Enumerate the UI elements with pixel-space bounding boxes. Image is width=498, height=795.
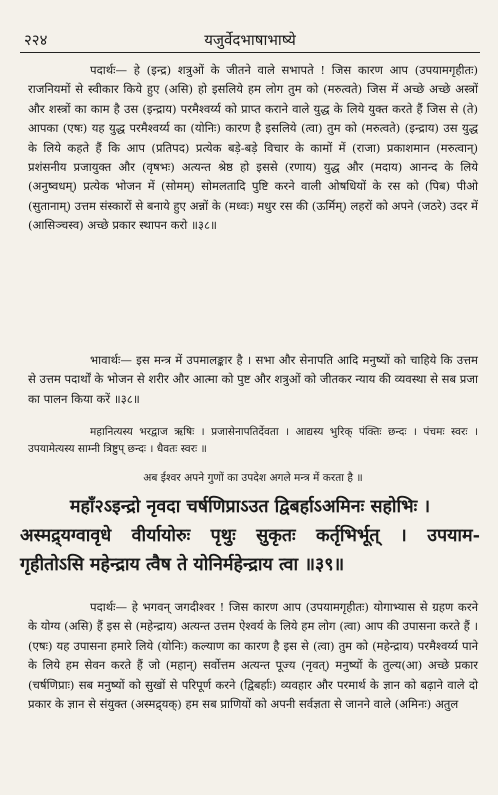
padartha-text-39: पदार्थः— हे भगवन् जगदीश्वर ! जिस कारण आप (उपयामगृहीतः) योगाभ्यास से ग्रहण करने के योग्य (असि) हैं इस से (महेन्द्राय) अत्यन्त उत्तम ऐश्वर्य के लिये हम लोग (त्वा) आप की उपासना करते हैं । (एषः) यह उपासना हमारे लिये (योनिः) कल्याण का कारण है इस से (त्वा) तुम को (महेन्द्राय) परमैश्वर्य्य पाने के लिये हम सेवन करते हैं जो (महान्) सर्वोत्तम अत्यन्त पूज्य (नृवत्) मनुष्यों के तुल्य(आ) अच्छे प्रकार (चर्षणिप्राः) सब मनुष्यों को सुखों से परिपूर्ण करने (द्विबर्हाः) व्यवहार और परमार्थ के ज्ञान को बढ़ाने वाले दो प्रकार के ज्ञान से संयुक्त (अस्मद्र्यक्) हम सब प्राणियों को अपनी सर्वज्ञता से जानने वाले (अमिनः) अतुल: [28, 600, 478, 712]
page-number: २२४: [24, 31, 48, 49]
verse-line-3: गृहीतोऽसि महेन्द्राय त्वैष ते योनिर्महेन्द्राय त्वा ॥३९॥: [20, 554, 345, 575]
mantra-verse-39: [20, 492, 480, 579]
mantra-intro: [28, 470, 478, 487]
padartha-paragraph-39: [28, 598, 478, 714]
running-title: यजुर्वेदभाषाभाष्ये: [204, 31, 296, 49]
page-header: [20, 30, 480, 53]
verse-line-2: अस्मद्र्यग्वावृधे वीर्यायोरुः पृथुः सुकृतः कर्तृभिर्भूत् । उपयाम-: [20, 525, 480, 546]
verse-line-1: महाँ२ऽइन्द्रो नृवदा चर्षणिप्राऽउत द्विबर्हाऽअमिनः सहोभिः ।: [69, 496, 431, 517]
bhavartha-paragraph-38: [28, 351, 478, 409]
intro-text: अब ईश्वर अपने गुणों का उपदेश अगले मन्त्र में करता है ॥: [143, 472, 363, 484]
padartha-paragraph-38: [28, 61, 478, 236]
bhavartha-text-38: भावार्थः— इस मन्त्र में उपमालङ्कार है । सभा और सेनापति आदि मनुष्यों को चाहिये कि उत्तम से उत्तम पदार्थों के भोजन से शरीर और आत्मा को पुष्ट और शत्रुओं को जीतकर न्याय की व्यवस्था से सब प्रजा का पालन किया करें ॥३८॥: [28, 353, 478, 406]
meta-text: महानित्यस्य भरद्वाज ऋषिः । प्रजासेनापतिर्देवता । आद्यस्य भुरिक् पंक्तिः छन्दः । पंचमः स्वरः । उपयामेत्यस्य साम्नी त्रिष्टुप् छन्दः । धैवतः स्वरः ॥: [28, 426, 478, 455]
padartha-text-38: पदार्थः— हे (इन्द्र) शत्रुओं के जीतने वाले सभापते ! जिस कारण आप (उपयामगृहीतः) राजनियमों से स्वीकार किये हुए (असि) हो इसलिये हम लोग तुम को (मरुत्वते) जिस में अच्छे अच्छे अस्त्रों और शस्त्रों का काम है उस (इन्द्राय) परमैश्वर्य्य को प्राप्त कराने वाले युद्ध के लिये युक्त करते हैं जिस से (ते) आपका (एषः) यह युद्ध परमैश्वर्य्य का (योनिः) कारण है इसलिये (त्वा) तुम को (मरुत्वते) (इन्द्राय) उस युद्ध के लिये कहते हैं कि आप (प्रतिपद) प्रत्येक बड़े-बड़े विचार के कामों में (राजा) प्रकाशमान (मरुत्वान्) प्रशंसनीय प्रजायुक्त और (वृषभः) अत्यन्त श्रेष्ठ हो इससे (रणाय) युद्ध और (मदाय) आनन्द के लिये (अनुष्वधम्) प्रत्येक भोजन में (सोमम्) सोमलतादि पुष्टि करने वाली ओषधियों के रस को (पिब) पीओ (सुतानाम्) उत्तम संस्कारों से बनाये हुए अन्नों के (मध्वः) मधुर रस की (ऊर्मिम्) लहरों को अपने (जठरे) उदर में (आसिञ्चस्व) अच्छे प्रकार स्थापन करो ॥३८॥: [28, 63, 478, 233]
rishi-devata-line: [28, 424, 478, 458]
